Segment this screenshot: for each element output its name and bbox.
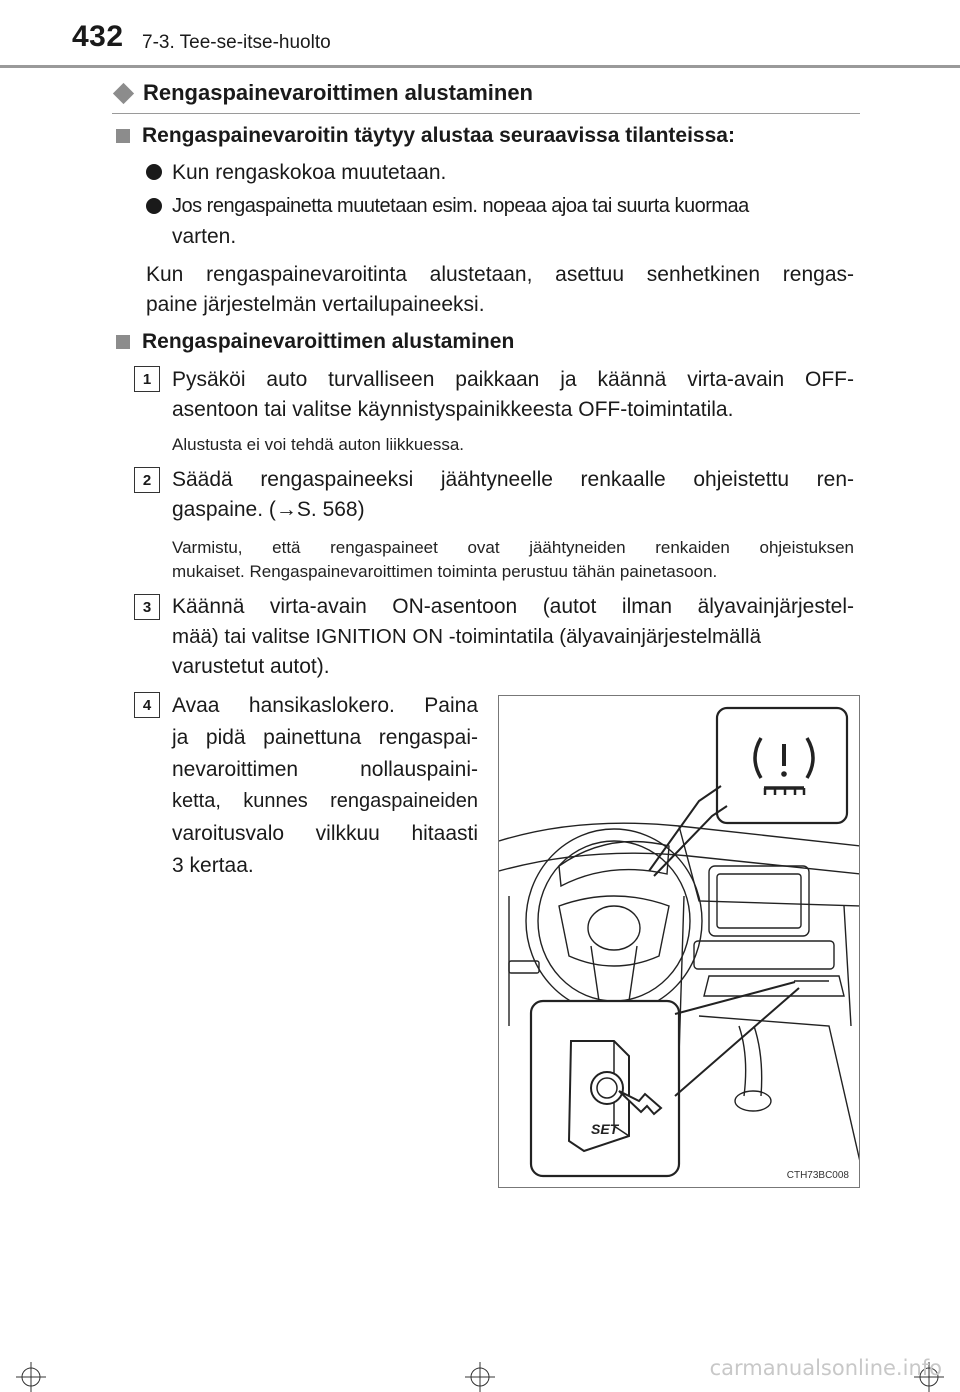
step-note: Varmistu, että rengaspaineet ovat jäähtyneiden renkaiden ohjeistuksen — [172, 538, 854, 557]
crop-mark-icon — [465, 1362, 495, 1392]
step-text: ketta, kunnes rengaspaineiden — [172, 790, 478, 812]
watermark: carmanualsonline.info — [709, 1356, 942, 1380]
bullet-dot-icon — [146, 164, 162, 180]
set-button-label: SET — [591, 1121, 619, 1137]
step-text: asentoon tai valitse käynnistyspainikkeesta OFF-toimintatila. — [172, 398, 734, 421]
subheading-text: Rengaspainevaroitin täytyy alustaa seuraavissa tilanteissa: — [142, 124, 735, 147]
step-note: Alustusta ei voi tehdä auton liikkuessa. — [172, 435, 465, 454]
step-text: Säädä rengaspaineeksi jäähtyneelle renkaalle ohjeistettu ren- — [172, 468, 854, 491]
crop-mark-icon — [16, 1362, 46, 1392]
diamond-bullet-icon — [113, 82, 134, 103]
section-title: 7-3. Tee-se-itse-huolto — [142, 32, 331, 53]
dashboard-illustration — [498, 695, 860, 1188]
step-text: Käännä virta-avain ON-asentoon (autot ilman älyavainjärjestel- — [172, 595, 854, 618]
square-bullet-icon — [116, 335, 130, 349]
subheading-reset-procedure — [116, 330, 514, 354]
dashboard-drawing — [499, 696, 860, 1188]
step-number: 4 — [134, 692, 160, 718]
page-number: 432 — [72, 20, 124, 53]
step-number: 1 — [134, 366, 160, 392]
step-text: gaspaine. (→S. 568) — [172, 498, 365, 521]
step-text: mää) tai valitse IGNITION ON -toimintatila (älyavainjärjestelmällä — [172, 625, 761, 648]
paragraph-line: paine järjestelmän vertailupaineeksi. — [146, 293, 485, 316]
step-number: 3 — [134, 594, 160, 620]
step-number: 2 — [134, 467, 160, 493]
step-text: varustetut autot). — [172, 655, 330, 678]
bullet-dot-icon — [146, 198, 162, 214]
step-text: Pysäköi auto turvalliseen paikkaan ja käännä virta-avain OFF- — [172, 368, 854, 391]
step-text: varoitusvalo vilkkuu hitaasti — [172, 822, 478, 845]
step-text: ja pidä painettuna rengaspai- — [172, 726, 478, 749]
subheading-text: Rengaspainevaroittimen alustaminen — [142, 330, 515, 353]
step-text: nevaroittimen nollauspaini- — [172, 758, 478, 781]
section-divider — [112, 113, 860, 114]
step-text: 3 kertaa. — [172, 854, 254, 877]
step-note: mukaiset. Rengaspainevaroittimen toiminta perustuu tähän painetasoon. — [172, 562, 718, 581]
section-heading-text: Rengaspainevaroittimen alustaminen — [143, 80, 533, 105]
paragraph-line: Kun rengaspainevaroitinta alustetaan, asettuu senhetkinen rengas- — [146, 263, 854, 286]
step-text: Avaa hansikaslokero. Paina — [172, 694, 478, 717]
section-heading — [112, 80, 533, 106]
bullet-text: Kun rengaskokoa muutetaan. — [172, 161, 447, 184]
square-bullet-icon — [116, 129, 130, 143]
bullet-text: varten. — [172, 225, 237, 248]
header-divider — [0, 65, 960, 68]
figure-code: CTH73BC008 — [786, 1170, 849, 1181]
subheading-when-reset — [116, 124, 735, 148]
bullet-text: Jos rengaspainetta muutetaan esim. nopeaa ajoa tai suurta kuormaa — [172, 195, 749, 217]
